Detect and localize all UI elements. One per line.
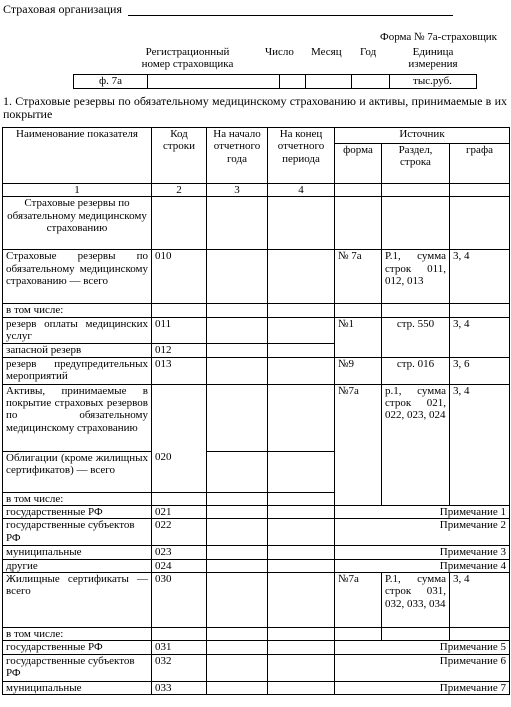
row-code: 013 xyxy=(152,357,207,384)
row-start xyxy=(207,654,268,681)
month-cell xyxy=(305,75,352,88)
row-end xyxy=(268,492,335,505)
row-code xyxy=(152,304,207,317)
row-name: государственные РФ xyxy=(3,505,152,518)
unit-header: Единица измерения xyxy=(408,46,458,71)
row-col: 3, 4 xyxy=(450,317,510,357)
table-row xyxy=(3,627,510,640)
row-note: Примечание 3 xyxy=(335,546,510,559)
row-code xyxy=(152,492,207,505)
row-form: №1 xyxy=(335,317,382,357)
row-name: государственные РФ xyxy=(3,641,152,654)
row-code: 021 xyxy=(152,505,207,518)
head-column: графа xyxy=(450,144,510,184)
row-note: Примечание 2 xyxy=(335,519,510,546)
row-name: Активы, принимаемые в покрытие страховых резервов по обязательному медицинскому страхованию xyxy=(3,384,152,451)
row-end xyxy=(268,451,335,492)
row-form: № 7а xyxy=(335,250,382,304)
table-row xyxy=(3,654,510,681)
row-end xyxy=(268,546,335,559)
form-code-cell: ф. 7а xyxy=(74,75,148,88)
row-section: Р.1, сумма строк 031, 032, 033, 034 xyxy=(382,572,450,627)
row-code xyxy=(152,384,207,451)
row-section: Р.1, сумма строк 011, 012, 013 xyxy=(382,250,450,304)
num-form xyxy=(335,184,382,197)
row-start xyxy=(207,546,268,559)
table-row xyxy=(3,546,510,559)
row-start xyxy=(207,681,268,694)
table-row xyxy=(3,304,510,317)
row-end xyxy=(268,572,335,627)
row-name: государственные субъектов РФ xyxy=(3,654,152,681)
row-col xyxy=(450,627,510,640)
row-name: в том числе: xyxy=(3,304,152,317)
row-start xyxy=(207,627,268,640)
table-row xyxy=(3,250,510,304)
row-col: 3, 6 xyxy=(450,357,510,384)
head-name: Наименование показателя xyxy=(3,128,152,184)
num-1: 1 xyxy=(3,184,152,197)
row-note: Примечание 1 xyxy=(335,505,510,518)
row-col: 3, 4 xyxy=(450,250,510,304)
row-code: 023 xyxy=(152,546,207,559)
row-name: резерв предупредительных мероприятий xyxy=(3,357,152,384)
row-code: 031 xyxy=(152,641,207,654)
row-end xyxy=(268,317,335,343)
row-name: государственные субъектов РФ xyxy=(3,519,152,546)
table-row xyxy=(3,357,510,384)
reg-number-header: Регистрационный номер страховщика xyxy=(141,46,234,71)
row-end xyxy=(268,357,335,384)
num-4: 4 xyxy=(268,184,335,197)
head-form: форма xyxy=(335,144,382,184)
row-name: резерв оплаты медицинских услуг xyxy=(3,317,152,343)
row-start xyxy=(207,304,268,317)
row-end xyxy=(268,654,335,681)
row-start xyxy=(207,505,268,518)
num-col xyxy=(450,184,510,197)
table-row xyxy=(3,519,510,546)
row-code: 011 xyxy=(152,317,207,343)
num-3: 3 xyxy=(207,184,268,197)
row-form xyxy=(335,197,382,250)
row-note: Примечание 6 xyxy=(335,654,510,681)
row-start xyxy=(207,250,268,304)
row-end xyxy=(268,681,335,694)
row-name: Жилищные сертификаты — всего xyxy=(3,572,152,627)
num-2: 2 xyxy=(152,184,207,197)
row-col: 3, 4 xyxy=(450,384,510,505)
registration-row xyxy=(73,74,477,89)
row-name: в том числе: xyxy=(3,627,152,640)
reserves-table xyxy=(2,127,510,695)
table-row xyxy=(3,505,510,518)
row-note: Примечание 7 xyxy=(335,681,510,694)
row-name: другие xyxy=(3,559,152,572)
row-name: Облигации (кроме жилищных сертификатов) — всего xyxy=(3,451,152,492)
table-row xyxy=(3,572,510,627)
row-section: р.1, сумма строк 021, 022, 023, 024 xyxy=(382,384,450,505)
row-note: Примечание 4 xyxy=(335,559,510,572)
head-start: На начало отчетного года xyxy=(207,128,268,184)
row-start xyxy=(207,559,268,572)
row-name: запасной резерв xyxy=(3,343,152,357)
row-end xyxy=(268,519,335,546)
row-section: стр. 550 xyxy=(382,317,450,357)
day-header: Число xyxy=(265,46,294,58)
row-start xyxy=(207,519,268,546)
row-section xyxy=(382,627,450,640)
row-end xyxy=(268,197,335,250)
row-start xyxy=(207,357,268,384)
row-start xyxy=(207,197,268,250)
row-code: 033 xyxy=(152,681,207,694)
row-code: 030 xyxy=(152,572,207,627)
row-code: 010 xyxy=(152,250,207,304)
row-code xyxy=(152,197,207,250)
row-end xyxy=(268,384,335,451)
row-end xyxy=(268,641,335,654)
month-header: Месяц xyxy=(311,46,342,58)
row-start xyxy=(207,343,268,357)
table-row xyxy=(3,681,510,694)
row-name: в том числе: xyxy=(3,492,152,505)
row-start xyxy=(207,492,268,505)
num-section xyxy=(382,184,450,197)
row-start xyxy=(207,641,268,654)
row-code: 022 xyxy=(152,519,207,546)
row-name: муниципальные xyxy=(3,546,152,559)
row-end xyxy=(268,343,335,357)
table-row xyxy=(3,317,510,343)
row-start xyxy=(207,317,268,343)
row-end xyxy=(268,627,335,640)
row-form: №7а xyxy=(335,572,382,627)
row-start xyxy=(207,451,268,492)
row-col xyxy=(450,304,510,317)
form-label: Форма № 7а-страховщик xyxy=(380,31,498,43)
row-name: муниципальные xyxy=(3,681,152,694)
organization-line xyxy=(128,15,453,16)
row-form xyxy=(335,304,382,317)
organization-label: Страховая организация xyxy=(3,2,122,16)
row-start xyxy=(207,384,268,451)
row-note: Примечание 5 xyxy=(335,641,510,654)
row-start xyxy=(207,572,268,627)
row-form xyxy=(335,627,382,640)
row-section xyxy=(382,197,450,250)
row-col xyxy=(450,197,510,250)
table-row xyxy=(3,559,510,572)
row-name: Страховые резервы по обязательному медицинскому страхованию — всего xyxy=(3,250,152,304)
row-col: 3, 4 xyxy=(450,572,510,627)
row-code: 032 xyxy=(152,654,207,681)
row-end xyxy=(268,559,335,572)
row-form: №9 xyxy=(335,357,382,384)
section-title: 1. Страховые резервы по обязательному медицинскому страхованию и активы, принимаемые в их покрытие xyxy=(3,94,507,122)
year-header: Год xyxy=(360,46,377,58)
head-code: Код строки xyxy=(152,128,207,184)
row-code: 024 xyxy=(152,559,207,572)
table-row xyxy=(3,384,510,451)
day-cell xyxy=(279,75,306,88)
row-section: стр. 016 xyxy=(382,357,450,384)
row-end xyxy=(268,304,335,317)
row-section xyxy=(382,304,450,317)
row-form: №7а xyxy=(335,384,382,505)
row-code xyxy=(152,627,207,640)
row-name: Страховые резервы по обязательному медицинскому страхованию xyxy=(3,197,152,250)
reg-number-cell xyxy=(147,75,280,88)
unit-value-cell: тыс.руб. xyxy=(413,75,452,87)
row-code: 012 xyxy=(152,343,207,357)
year-cell xyxy=(351,75,390,88)
head-source: Источник xyxy=(335,128,510,144)
table-row xyxy=(3,641,510,654)
row-end xyxy=(268,250,335,304)
head-section: Раздел, строка xyxy=(382,144,450,184)
table-row xyxy=(3,197,510,250)
row-code: 020 xyxy=(152,451,207,492)
row-end xyxy=(268,505,335,518)
head-end: На конец отчетного периода xyxy=(268,128,335,184)
